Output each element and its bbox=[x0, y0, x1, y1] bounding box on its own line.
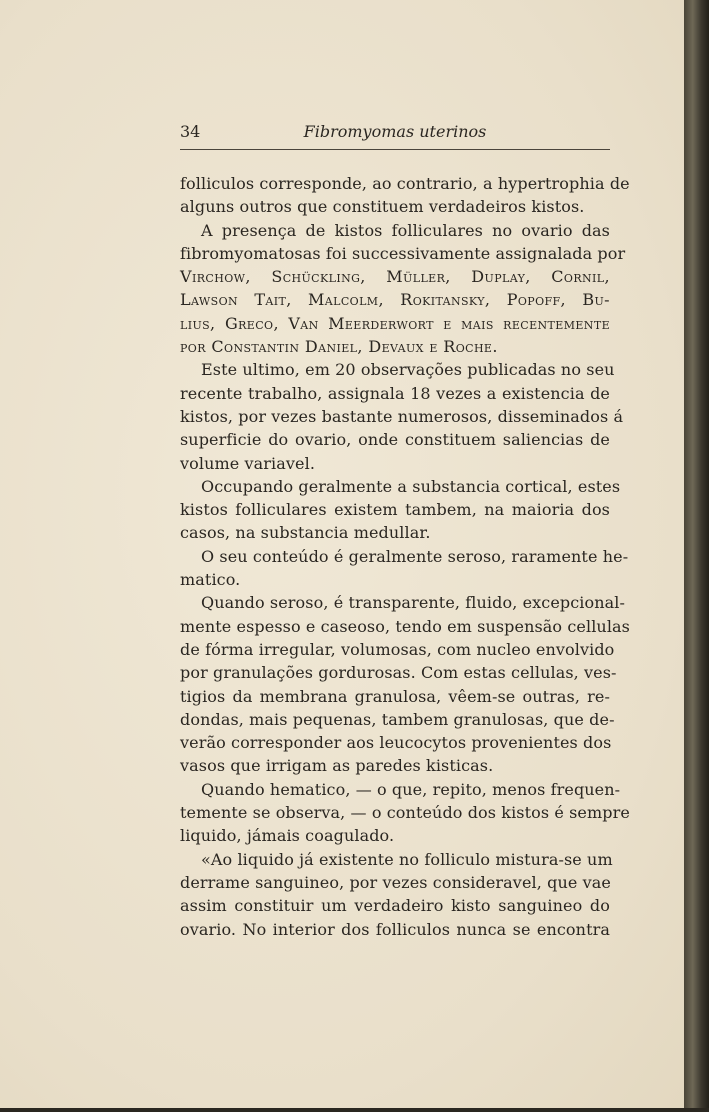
scan-bottom-edge bbox=[0, 1108, 709, 1112]
text-line: mente espesso e caseoso, tendo em suspensão cellulas bbox=[180, 616, 630, 636]
page-header bbox=[180, 120, 610, 144]
text-line: assim constituir um verdadeiro kisto sanguineo do bbox=[180, 896, 610, 916]
text-line: de fórma irregular, volumosas, com nucleo envolvido bbox=[180, 639, 615, 659]
text-line: tigios da membrana granulosa, vêem-se outras, re- bbox=[180, 686, 610, 706]
text-line: casos, na substancia medullar. bbox=[180, 523, 431, 543]
text-line: recente trabalho, assignala 18 vezes a existencia de bbox=[180, 383, 610, 403]
text-line: «Ao liquido já existente no folliculo mistura-se um bbox=[201, 849, 613, 869]
text-line: ovario. No interior dos folliculos nunca se encontra bbox=[180, 919, 610, 939]
running-title: Fibromyomas uterinos bbox=[303, 122, 487, 141]
page-number: 34 bbox=[180, 122, 201, 141]
text-line: A presença de kistos folliculares no ovario das bbox=[201, 220, 610, 240]
text-line: vasos que irrigam as paredes kisticas. bbox=[180, 756, 494, 776]
text-line: volume variavel. bbox=[180, 453, 316, 473]
text-line: fibromyomatosas foi successivamente assignalada por bbox=[180, 243, 626, 263]
text-line: derrame sanguineo, por vezes consideravel, que vae bbox=[180, 872, 611, 892]
text-line: Quando hematico, — o que, repito, menos frequen- bbox=[201, 779, 621, 799]
text-line: folliculos corresponde, ao contrario, a hypertrophia de bbox=[180, 174, 630, 193]
body-text bbox=[180, 172, 630, 941]
text-line: dondas, mais pequenas, tambem granulosas, que de- bbox=[180, 709, 615, 729]
text-line-names: Lawson Tait, Malcolm, Rokitansky, Popoff, Bu- bbox=[180, 290, 610, 310]
text-line: temente se observa, — o conteúdo dos kistos é sempre bbox=[180, 803, 630, 823]
text-line: matico. bbox=[180, 570, 241, 590]
text-line: por granulações gordurosas. Com estas cellulas, ves- bbox=[180, 663, 617, 683]
text-line: liquido, jámais coagulado. bbox=[180, 826, 395, 846]
text-line-names: Virchow, Schückling, Müller, Duplay, Cornil, bbox=[180, 267, 610, 287]
header-rule bbox=[180, 149, 610, 150]
text-line-names: lius, Greco, Van Meerderwort e mais recentemente bbox=[180, 313, 610, 333]
text-line: kistos, por vezes bastante numerosos, disseminados á bbox=[180, 406, 624, 426]
text-line: superficie do ovario, onde constituem saliencias de bbox=[180, 430, 610, 450]
text-line: verão corresponder aos leucocytos provenientes dos bbox=[180, 733, 612, 753]
text-line: O seu conteúdo é geralmente seroso, raramente he- bbox=[201, 546, 629, 566]
text-line: alguns outros que constituem verdadeiros kistos. bbox=[180, 197, 585, 217]
book-binding-edge bbox=[684, 0, 709, 1112]
text-line: Quando seroso, é transparente, fluido, excepcional- bbox=[201, 593, 626, 613]
text-line: Este ultimo, em 20 observações publicadas no seu bbox=[201, 360, 615, 380]
text-line: Occupando geralmente a substancia cortical, estes bbox=[201, 476, 621, 496]
text-line: kistos folliculares existem tambem, na maioria dos bbox=[180, 500, 610, 520]
text-line-names: por Constantin Daniel, Devaux e Roche. bbox=[180, 337, 498, 357]
